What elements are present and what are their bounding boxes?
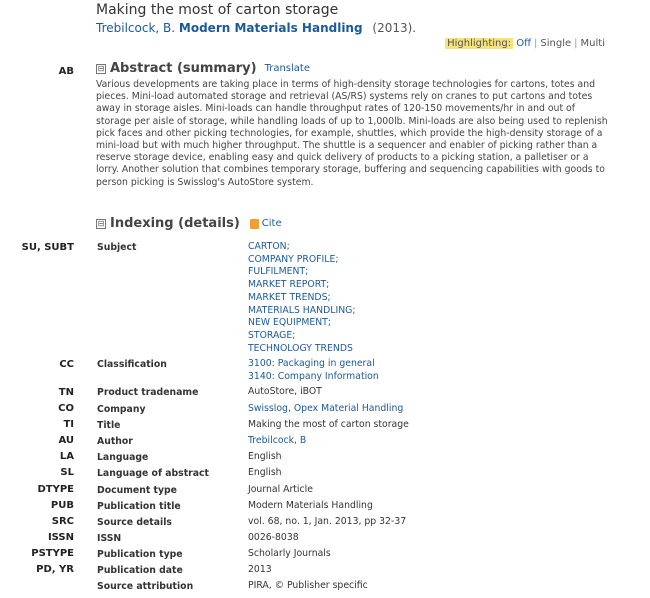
field-code-abstract-language: SL — [60, 467, 74, 478]
highlighting-controls: Highlighting: Off | Single | Multi — [447, 38, 605, 49]
field-value-source: vol. 68, no. 1, Jan. 2013, pp 32-37 — [248, 516, 407, 527]
field-label-language: Language — [97, 452, 149, 463]
subject-term-link[interactable]: MARKET REPORT; — [248, 279, 330, 291]
field-value-abstract-language: English — [248, 467, 282, 478]
field-label-attribution: Source attribution — [97, 581, 194, 592]
indexing-heading — [96, 216, 282, 231]
field-code-issn: ISSN — [47, 532, 74, 543]
field-code-source: SRC — [51, 516, 74, 527]
field-code-language: LA — [59, 451, 74, 462]
field-code-pubtype: PSTYPE — [31, 548, 74, 559]
field-code-pubdate: PD, YR — [36, 564, 74, 575]
field-value-tradename: AutoStore, iBOT — [248, 386, 322, 397]
field-label-company: Company — [97, 404, 146, 415]
field-value-doctype: Journal Article — [248, 484, 313, 495]
collapse-indexing-icon[interactable]: ⊟ — [97, 218, 105, 228]
field-label-source: Source details — [97, 517, 172, 528]
publication-year: (2013). — [372, 21, 417, 35]
field-label-abstract-language: Language of abstract — [97, 468, 209, 479]
field-label-pubdate: Publication date — [97, 565, 183, 576]
classification-link[interactable]: 3100: Packaging in general — [248, 358, 375, 369]
field-value-language: English — [248, 451, 282, 462]
field-label-pubtitle: Publication title — [97, 501, 181, 512]
abstract-heading-text: Abstract (summary) — [110, 61, 257, 76]
field-label-issn: ISSN — [97, 533, 122, 544]
subject-term-link[interactable]: MATERIALS HANDLING; — [248, 304, 356, 316]
field-code-doctype: DTYPE — [37, 484, 74, 495]
highlighting-label: Highlighting: — [447, 38, 512, 49]
cite-link[interactable]: Cite — [261, 218, 282, 229]
field-code-classification: CC — [59, 359, 74, 370]
subject-term-link[interactable]: MARKET TRENDS; — [248, 291, 331, 303]
field-code-author: AU — [58, 435, 74, 446]
translate-link[interactable]: Translate — [264, 63, 310, 74]
classification-list — [248, 358, 379, 383]
collapse-abstract-icon[interactable]: ⊟ — [97, 63, 105, 73]
publication-link[interactable]: Modern Materials Handling — [178, 21, 363, 35]
field-label-author: Author — [97, 436, 133, 447]
subject-term-link[interactable]: CARTON; — [248, 241, 290, 252]
field-code-pubtitle: PUB — [50, 500, 74, 511]
subject-term-link[interactable]: STORAGE; — [248, 329, 296, 341]
field-label-pubtype: Publication type — [97, 549, 183, 560]
subject-list — [248, 241, 356, 355]
field-code-subject: SU, SUBT — [21, 242, 74, 253]
cite-icon[interactable] — [250, 219, 259, 229]
highlighting-single[interactable]: Single — [540, 38, 572, 49]
field-code-title: TI — [63, 419, 74, 430]
field-value-pubtitle: Modern Materials Handling — [248, 500, 373, 511]
field-code-tradename: TN — [58, 387, 74, 398]
highlighting-multi[interactable]: Multi — [580, 38, 605, 49]
field-code-company: CO — [58, 403, 74, 414]
field-label-tradename: Product tradename — [97, 387, 199, 398]
record-title: Making the most of carton storage — [96, 2, 339, 18]
author-value-link[interactable]: Trebilcock, B — [248, 435, 307, 446]
field-code-ab: AB — [58, 66, 74, 77]
field-value-issn: 0026-8038 — [248, 532, 299, 543]
field-value-pubtype: Scholarly Journals — [248, 548, 331, 559]
subject-term-link[interactable]: TECHNOLOGY TRENDS — [248, 342, 353, 354]
company-link[interactable]: Swisslog, Opex Material Handling — [248, 403, 404, 414]
subject-term-link[interactable]: COMPANY PROFILE; — [248, 253, 339, 265]
classification-link[interactable]: 3140: Company Information — [248, 370, 379, 382]
abstract-heading — [96, 61, 310, 76]
indexing-heading-text: Indexing (details) — [110, 216, 240, 231]
subject-term-link[interactable]: NEW EQUIPMENT; — [248, 317, 331, 329]
field-label-subject: Subject — [97, 242, 137, 253]
field-label-classification: Classification — [97, 359, 167, 370]
field-label-doctype: Document type — [97, 485, 177, 496]
field-value-pubdate: 2013 — [248, 564, 272, 575]
field-value-title: Making the most of carton storage — [248, 419, 409, 430]
record-byline — [96, 21, 416, 35]
subject-term-link[interactable]: FULFILMENT; — [248, 266, 309, 278]
abstract-text: Various developments are taking place in terms of high-density storage technologies for cartons, totes and pieces. Mini-load automated storage and retrieval (AS/RS) systems rely on cranes to put cartons and totes away in storage aisles. Mini-loads can handle throughput rates of 120-150 movements/hr in and out of storage per aisle of storage, while handling loads of up to 1,000lb. Mini-loads are also being used to replenish pick faces and other picking technologies, for example, shuttles, which provide the high-density storage of a mini-load but with much higher throughput. The shuttle is a sequencer and enabler of picking rather than a reserve storage device, enabling easy and quick delivery of products to a picking station, a palletiser or a lorry. Another solution that combines temporary storage, buffering and sequencing capabilities with goods to person picking is Swisslog's AutoStore system. — [96, 79, 608, 188]
author-link[interactable]: Trebilcock, B. — [96, 21, 176, 35]
field-label-title: Title — [97, 420, 121, 431]
highlighting-off[interactable]: Off — [516, 38, 532, 49]
field-value-attribution: PIRA, © Publisher specific — [248, 580, 368, 591]
